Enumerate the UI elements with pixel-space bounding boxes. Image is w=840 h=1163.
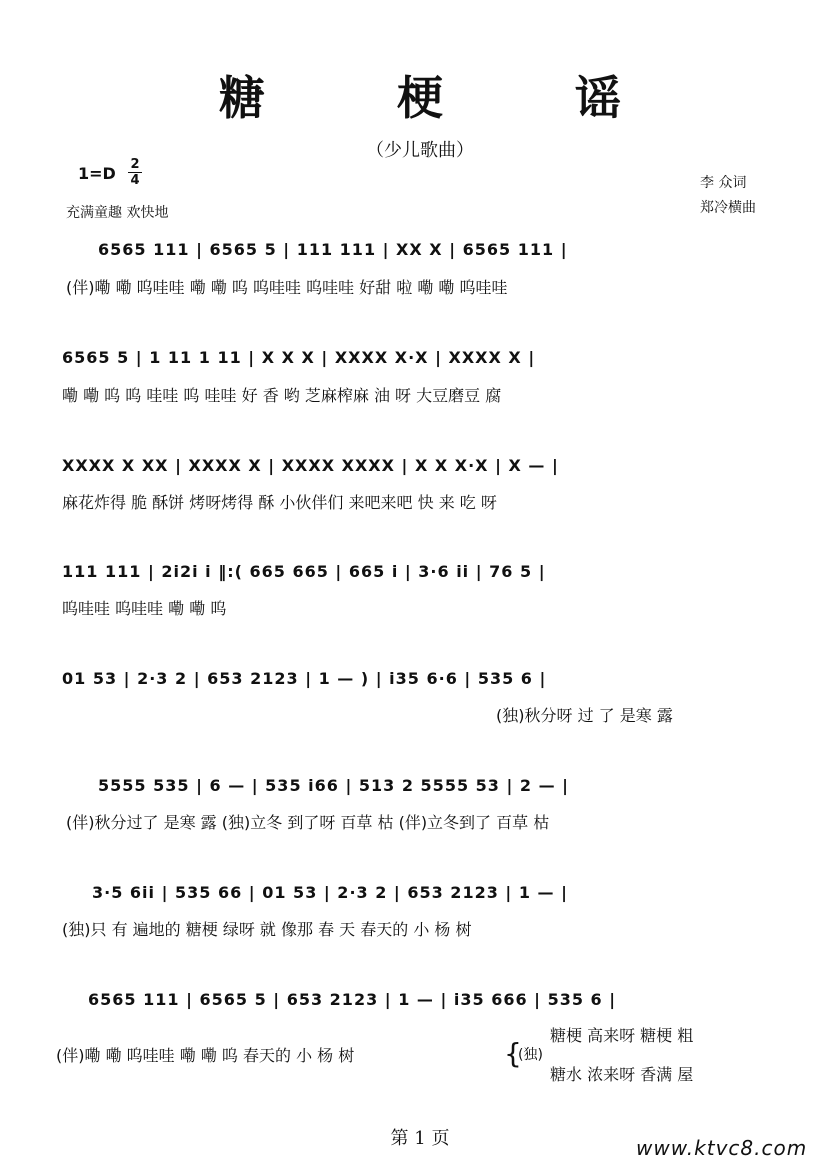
song-title: 糖 梗 谣 [218,71,680,125]
verse-brace: { [504,1037,522,1070]
lyrics-row-7: (独)只 有 遍地的 糖梗 绿呀 就 像那 春 天 春天的 小 杨 树 [62,920,472,939]
notation-row-7: 3·5 6ii | 535 66 | 01 53 | 2·3 2 | 653 2123 | 1 — | [92,883,568,902]
notation-row-1: 6565 111 | 6565 5 | 111 111 | XX X | 6565 111 | [98,240,568,259]
lyrics-row-5: (独)秋分呀 过 了 是寒 露 [496,706,673,725]
verse-line-a: 糖梗 高来呀 糖梗 粗 [550,1026,694,1045]
song-subtitle: （少儿歌曲） [366,140,474,161]
page-number: 第 1 页 [390,1128,450,1149]
lyrics-row-4: 呜哇哇 呜哇哇 嘞 嘞 呜 [62,599,227,618]
lyrics-row-6: (伴)秋分过了 是寒 露 (独)立冬 到了呀 百草 枯 (伴)立冬到了 百草 枯 [66,813,550,832]
verse-line-b: 糖水 浓来呀 香满 屋 [550,1065,694,1084]
composer-credit: 郑冷横曲 [700,200,756,216]
lyrics-row-2: 嘞 嘞 呜 呜 哇哇 呜 哇哇 好 香 哟 芝麻榨麻 油 呀 大豆磨豆 腐 [62,386,502,405]
time-signature [128,158,142,187]
lyrics-row-1: (伴)嘞 嘞 呜哇哇 嘞 嘞 呜 呜哇哇 呜哇哇 好甜 啦 嘞 嘞 呜哇哇 [66,278,508,297]
verse-solo-tag: (独) [518,1047,543,1063]
lyricist-credit: 李 众词 [700,175,747,191]
notation-row-6: 5555 535 | 6 — | 535 i66 | 513 2 5555 53 | 2 — | [98,776,570,795]
site-watermark: www.ktvc8.com [636,1136,808,1160]
notation-row-4: 111 111 | 2i2i i ‖:( 665 665 | 665 i | 3·6 ii | 76 5 | [62,562,546,581]
notation-row-8: 6565 111 | 6565 5 | 653 2123 | 1 — | i35 666 | 535 6 | [88,990,617,1009]
notation-row-3: XXXX X XX | XXXX X | XXXX XXXX | X X X·X | X — | [62,456,559,475]
time-bottom: 4 [130,173,140,188]
lyrics-row-8: (伴)嘞 嘞 呜哇哇 嘞 嘞 呜 春天的 小 杨 树 [56,1046,355,1065]
time-top: 2 [130,157,140,172]
tempo-marking: 充满童趣 欢快地 [66,205,169,221]
notation-row-5: 01 53 | 2·3 2 | 653 2123 | 1 — ) | i35 6·6 | 535 6 | [62,669,547,688]
lyrics-row-3: 麻花炸得 脆 酥饼 烤呀烤得 酥 小伙伴们 来吧来吧 快 来 吃 呀 [62,493,497,512]
notation-row-2: 6565 5 | 1 11 1 11 | X X X | XXXX X·X | XXXX X | [62,348,536,367]
key-signature: 1=D [78,164,116,183]
